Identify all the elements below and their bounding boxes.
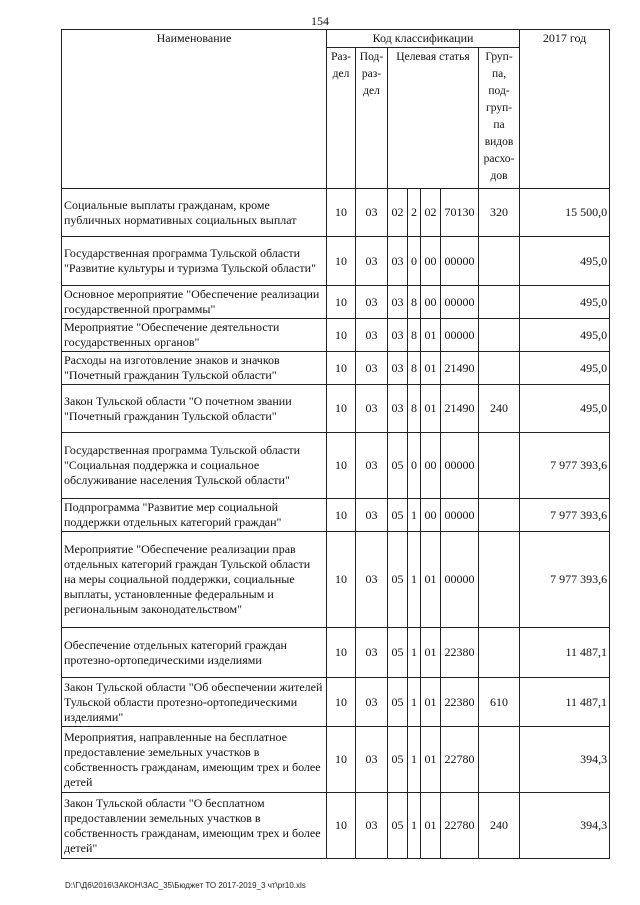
row-amount: 394,3: [520, 793, 610, 859]
row-target-code: 22780: [441, 793, 479, 859]
row-target-event: 00: [421, 433, 441, 499]
row-target-subprogram: 8: [408, 385, 421, 433]
table-row: [62, 532, 610, 628]
row-expense-group: [479, 499, 520, 532]
row-target-code: 00000: [441, 319, 479, 352]
header-name: Наименование: [62, 30, 327, 189]
budget-table: [61, 29, 610, 859]
row-name: Закон Тульской области "Об обеспечении жителей Тульской области протезно-ортопедическими изделиями": [62, 678, 327, 727]
row-target-event: 01: [421, 319, 441, 352]
row-expense-group: 320: [479, 189, 520, 237]
header-section: Раз- дел: [327, 48, 356, 189]
row-target-code: 21490: [441, 352, 479, 385]
row-target-event: 00: [421, 237, 441, 286]
row-subsection: 03: [356, 727, 388, 793]
row-target-program: 03: [388, 286, 408, 319]
row-subsection: 03: [356, 433, 388, 499]
row-target-subprogram: 1: [408, 678, 421, 727]
row-target-program: 02: [388, 189, 408, 237]
row-target-event: 01: [421, 628, 441, 678]
row-amount: 394,3: [520, 727, 610, 793]
row-target-subprogram: 0: [408, 237, 421, 286]
row-amount: 7 977 393,6: [520, 532, 610, 628]
row-target-program: 05: [388, 532, 408, 628]
row-expense-group: 240: [479, 793, 520, 859]
row-expense-group: [479, 727, 520, 793]
row-target-subprogram: 1: [408, 727, 421, 793]
row-target-subprogram: 1: [408, 793, 421, 859]
table-row: [62, 727, 610, 793]
row-target-code: 00000: [441, 433, 479, 499]
row-expense-group: [479, 237, 520, 286]
table-body: [62, 189, 610, 859]
row-target-program: 05: [388, 793, 408, 859]
row-name: Обеспечение отдельных категорий граждан протезно-ортопедическими изделиями: [62, 628, 327, 678]
row-target-code: 00000: [441, 237, 479, 286]
table-row: [62, 189, 610, 237]
row-section: 10: [327, 532, 356, 628]
header-subsection: Под- раз- дел: [356, 48, 388, 189]
table-row: [62, 678, 610, 727]
row-target-event: 01: [421, 532, 441, 628]
row-subsection: 03: [356, 237, 388, 286]
row-section: 10: [327, 319, 356, 352]
row-target-event: 01: [421, 793, 441, 859]
row-target-program: 03: [388, 237, 408, 286]
row-section: 10: [327, 628, 356, 678]
row-target-program: 05: [388, 433, 408, 499]
row-target-code: 00000: [441, 286, 479, 319]
row-expense-group: [479, 433, 520, 499]
table-row: [62, 385, 610, 433]
row-amount: 495,0: [520, 286, 610, 319]
row-section: 10: [327, 727, 356, 793]
row-subsection: 03: [356, 385, 388, 433]
table-row: [62, 433, 610, 499]
page-number: 154: [311, 14, 329, 28]
row-amount: 15 500,0: [520, 189, 610, 237]
row-target-subprogram: 0: [408, 433, 421, 499]
row-expense-group: 240: [479, 385, 520, 433]
row-target-event: 01: [421, 385, 441, 433]
row-target-program: 03: [388, 319, 408, 352]
header-expense-group: Груп- па, под- груп- па видов расхо- дов: [479, 48, 520, 189]
row-target-program: 05: [388, 499, 408, 532]
row-target-program: 05: [388, 727, 408, 793]
row-target-event: 01: [421, 352, 441, 385]
row-section: 10: [327, 433, 356, 499]
row-target-event: 00: [421, 499, 441, 532]
header-year: 2017 год: [520, 30, 610, 189]
row-subsection: 03: [356, 286, 388, 319]
row-subsection: 03: [356, 319, 388, 352]
row-name: Мероприятие "Обеспечение реализации прав отдельных категорий граждан Тульской области на меры социальной поддержки, социальные выплаты, установленные федеральным и региональным законодательством": [62, 532, 327, 628]
row-target-code: 00000: [441, 499, 479, 532]
row-target-subprogram: 8: [408, 286, 421, 319]
table-row: [62, 286, 610, 319]
row-name: Подпрограмма "Развитие мер социальной поддержки отдельных категорий граждан": [62, 499, 327, 532]
row-target-subprogram: 1: [408, 628, 421, 678]
row-amount: 495,0: [520, 352, 610, 385]
row-target-code: 22780: [441, 727, 479, 793]
row-subsection: 03: [356, 532, 388, 628]
row-name: Закон Тульской области "О почетном звании "Почетный гражданин Тульской области": [62, 385, 327, 433]
row-amount: 7 977 393,6: [520, 499, 610, 532]
row-name: Закон Тульской области "О бесплатном предоставлении земельных участков в собственность гражданам, имеющим трех и более детей": [62, 793, 327, 859]
row-target-code: 00000: [441, 532, 479, 628]
file-path-footer: D:\Г\Д6\2016\ЗАКОН\ЗАС_35\Бюджет ТО 2017-2019_3 чт\pr10.xls: [65, 881, 306, 890]
table-row: [62, 319, 610, 352]
row-target-program: 03: [388, 352, 408, 385]
row-name: Расходы на изготовление знаков и значков "Почетный гражданин Тульской области": [62, 352, 327, 385]
row-target-program: 05: [388, 628, 408, 678]
row-target-subprogram: 8: [408, 352, 421, 385]
row-section: 10: [327, 189, 356, 237]
table-row: [62, 793, 610, 859]
row-name: Социальные выплаты гражданам, кроме публичных нормативных социальных выплат: [62, 189, 327, 237]
row-target-subprogram: 1: [408, 532, 421, 628]
row-target-subprogram: 2: [408, 189, 421, 237]
row-name: Основное мероприятие "Обеспечение реализации государственной программы": [62, 286, 327, 319]
row-target-subprogram: 1: [408, 499, 421, 532]
row-target-program: 03: [388, 385, 408, 433]
row-section: 10: [327, 385, 356, 433]
row-target-event: 02: [421, 189, 441, 237]
row-expense-group: [479, 286, 520, 319]
row-section: 10: [327, 237, 356, 286]
row-name: Государственная программа Тульской области "Развитие культуры и туризма Тульской области": [62, 237, 327, 286]
row-expense-group: 610: [479, 678, 520, 727]
row-target-event: 01: [421, 678, 441, 727]
table-row: [62, 499, 610, 532]
row-section: 10: [327, 352, 356, 385]
row-amount: 495,0: [520, 319, 610, 352]
table-row: [62, 237, 610, 286]
row-expense-group: [479, 352, 520, 385]
row-target-code: 22380: [441, 678, 479, 727]
row-subsection: 03: [356, 628, 388, 678]
row-target-code: 70130: [441, 189, 479, 237]
row-name: Мероприятия, направленные на бесплатное предоставление земельных участков в собственность гражданам, имеющим трех и более детей: [62, 727, 327, 793]
row-name: Государственная программа Тульской области "Социальная поддержка и социальное обслуживание населения Тульской области": [62, 433, 327, 499]
row-section: 10: [327, 678, 356, 727]
row-target-code: 21490: [441, 385, 479, 433]
row-subsection: 03: [356, 678, 388, 727]
row-amount: 11 487,1: [520, 678, 610, 727]
row-amount: 495,0: [520, 237, 610, 286]
row-amount: 7 977 393,6: [520, 433, 610, 499]
row-subsection: 03: [356, 352, 388, 385]
table-row: [62, 628, 610, 678]
header-target-article: Целевая статья: [388, 48, 479, 189]
row-expense-group: [479, 319, 520, 352]
row-amount: 495,0: [520, 385, 610, 433]
row-amount: 11 487,1: [520, 628, 610, 678]
header-classification: Код классификации: [327, 30, 520, 48]
row-target-event: 01: [421, 727, 441, 793]
row-subsection: 03: [356, 189, 388, 237]
row-target-code: 22380: [441, 628, 479, 678]
table-header: [62, 30, 610, 189]
row-section: 10: [327, 793, 356, 859]
row-section: 10: [327, 286, 356, 319]
row-subsection: 03: [356, 499, 388, 532]
row-expense-group: [479, 628, 520, 678]
row-subsection: 03: [356, 793, 388, 859]
table-row: [62, 352, 610, 385]
row-target-event: 00: [421, 286, 441, 319]
row-target-subprogram: 8: [408, 319, 421, 352]
row-section: 10: [327, 499, 356, 532]
row-name: Мероприятие "Обеспечение деятельности государственных органов": [62, 319, 327, 352]
row-target-program: 05: [388, 678, 408, 727]
row-expense-group: [479, 532, 520, 628]
